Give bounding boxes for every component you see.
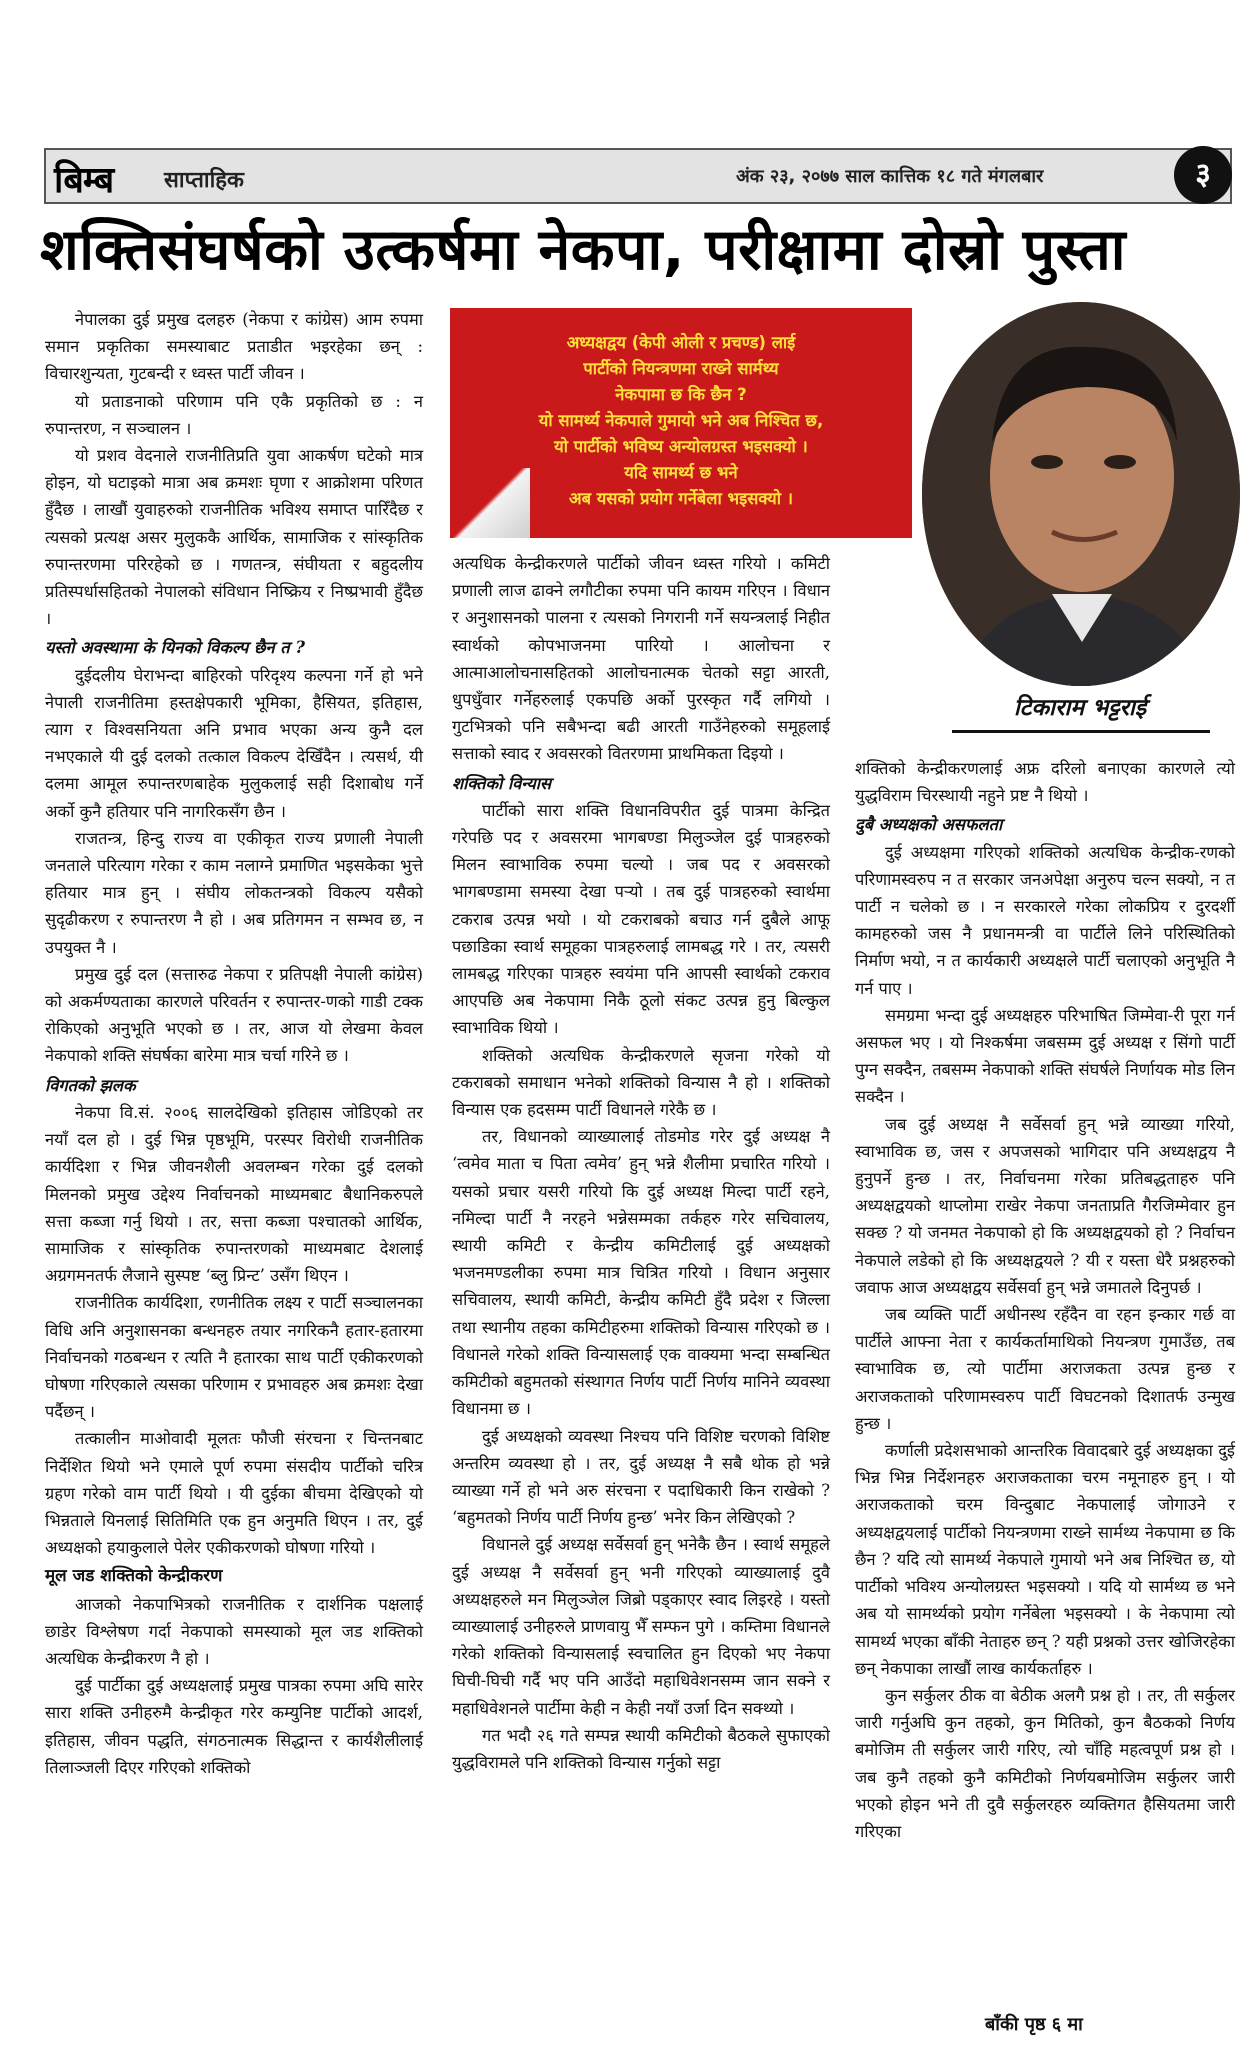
- paragraph: नेपालका दुई प्रमुख दलहरु (नेकपा र कांग्रेस) आम रुपमा समान प्रकृतिका समस्याबाट प्रताडीत भइरहेका छन् : विचारशुन्यता, गुटबन्दी र ध्वस्त पार्टी जीवन ।: [45, 310, 423, 384]
- paragraph: दुई अध्यक्षमा गरिएको शक्तिको अत्यधिक केन्द्रीक-रणको परिणामस्वरुप न त सरकार जनअपेक्षा अनुरुप चल्न सक्यो, न त पार्टी न चलेको छ । न सरकारले गरेका लोकप्रिय र दुरदर्शी कामहरुको जस नै प्रधानमन्त्री वा पार्टीले लिने परिस्थितिको निर्माण भयो, न त कार्यकारी अध्यक्षले पार्टी चलाएको अनुभूति नै गर्न पाए ।: [855, 842, 1235, 998]
- quote-line: नेकपामा छ कि छैन ?: [615, 385, 747, 404]
- subheading: दुबै अध्यक्षको असफलता: [855, 815, 1003, 835]
- paragraph: पार्टीको सारा शक्ति विधानविपरीत दुई पात्रमा केन्द्रित गरेपछि पद र अवसरमा भागबण्डा मिलुञ्जेल दुई पात्रहरुको मिलन स्वाभाविक रुपमा चल्यो । जब पद र अवसरको भागबण्डामा समस्या देखा पर्‍यो । तब दुई पात्रहरुको स्वार्थमा टकराब उत्पन्न भयो । यो टकराबको बचाउ गर्न दुबैले आफू पछाडिका स्वार्थ समूहका पात्रहरुलाई लामबद्ध गरे । तर, त्यसरी लामबद्ध गरिएका पात्रहरु स्वयंमा पनि आपसी स्वार्थको टकराव आएपछि अब नेकपामा निकै ठूलो संकट उत्पन्न हुनु बिल्कुल स्वाभाविक थियो ।: [452, 800, 830, 1038]
- paragraph: यो प्रशव वेदनाले राजनीतिप्रति युवा आकर्षण घटेको मात्र होइन, यो घटाइको मात्रा अब क्रमशः घृणा र आक्रोशमा परिणत हुँदैछ । लाखौं युवाहरुको राजनीतिक भविश्य समाप्त पारिँदैछ र त्यसको प्रत्यक्ष असर मुलुककै आर्थिक, सामाजिक र सांस्कृतिक रुपान्तरणमा परिरहेको छ । गणतन्त्र, संघीयता र बहुदलीय प्रतिस्पर्धासहितको नेपालको संविधान निष्क्रिय र निष्प्रभावी हुँदैछ ।: [45, 446, 423, 629]
- paragraph: दुई पार्टीका दुई अध्यक्षलाई प्रमुख पात्रका रुपमा अघि सारेर सारा शक्ति उनीहरुमै केन्द्रीकृत गरेर कम्युनिष्ट पार्टीको आदर्श, इतिहास, जीवन पद्धति, संगठनात्मक सिद्धान्त र कार्यशैलीलाई तिलाञ्जली दिएर गरिएको शक्तिको: [45, 1676, 423, 1777]
- masthead: [44, 148, 1232, 204]
- paragraph: शक्तिको केन्द्रीकरणलाई अफ्र दरिलो बनाएका कारणले त्यो युद्धविराम चिरस्थायी नहुने प्रष्ट नै थियो ।: [855, 759, 1235, 806]
- paragraph: तर, विधानको व्याख्यालाई तोडमोड गरेर दुई अध्यक्ष नै ‘त्वमेव माता च पिता त्वमेव’ हुन् भन्ने शैलीमा प्रचारित गरियो । यसको प्रचार यसरी गरियो कि दुई अध्यक्ष मिल्दा पार्टी रहने, नमिल्दा पार्टी नै नरहने भन्नेसम्मका तर्कहरु गरेर सचिवालय, स्थायी कमिटी र केन्द्रीय कमिटीलाई दुई अध्यक्षको भजनमण्डलीका रुपमा मात्र चित्रित गरियो । विधान अनुसार सचिवालय, स्थायी कमिटी, केन्द्रीय कमिटी हुँदै प्रदेश र जिल्ला तथा स्थानीय तहका कमिटीहरुमा शक्तिको विन्यास गरिएको छ । विधानले गरेको शक्ति विन्यासलाई एक वाक्यमा भन्दा सम्बन्धित कमिटीको बहुमतको संस्थागत निर्णय पार्टी निर्णय मानिने व्यवस्था विधानमा छ ।: [452, 1127, 830, 1419]
- quote-line: अब यसको प्रयोग गर्नेबेला भइसक्यो ।: [568, 489, 794, 508]
- paragraph: अत्यधिक केन्द्रीकरणले पार्टीको जीवन ध्वस्त गरियो । कमिटी प्रणाली लाज ढाक्ने लगौटीका रुपमा पनि कायम गरिएन । विधान र अनुशासनको पालना र त्यसको निगरानी गर्ने सयन्त्रलाई निहीत स्वार्थको कोपभाजनमा पारियो । आलोचना र आत्माआलोचनासहितको आलोचनात्मक चेतको सट्टा आरती, धुपधुँवार गर्नेहरुलाई एकपछि अर्को पुरस्कृत गर्दै लगियो । गुटभित्रको पनि सबैभन्दा बढी आरती गाउँनेहरुको समूहलाई सत्ताको स्वाद र अवसरको वितरणमा प्राथमिकता दिइयो ।: [452, 554, 830, 764]
- article-column-1: [45, 306, 423, 1781]
- subheading: मूल जड शक्तिको केन्द्रीकरण: [45, 1566, 223, 1587]
- paragraph: जब दुई अध्यक्ष नै सर्वेसर्वा हुन् भन्ने व्याख्या गरियो, स्वाभाविक छ, जस र अपजसको भागिदार पनि अध्यक्षद्वय नै हुनुपर्ने हुन्छ । तर, निर्वाचनमा गरेका प्रतिबद्धताहरु पनि अध्यक्षद्वयको थाप्लोमा राखेर नेकपा जनताप्रति गैरजिम्मेवार हुन सक्छ ? यो जनमत नेकपाको हो कि अध्यक्षद्वयको हो ? निर्वाचन नेकपाले लडेको हो कि अध्यक्षद्वयले ? यी र यस्ता धेरै प्रश्नहरुको जवाफ आज अध्यक्षद्वय सर्वेसर्वा हुन् भन्ने जमातले दिनुपर्छ ।: [855, 1114, 1235, 1297]
- quote-line: यदि सामर्थ्य छ भने: [624, 463, 738, 482]
- paragraph: जब व्यक्ति पार्टी अधीनस्थ रहँदैन वा रहन इन्कार गर्छ वा पार्टीले आफ्ना नेता र कार्यकर्तामाथिको नियन्त्रण गुमाउँछ, तब स्वाभाविक छ, त्यो पार्टीमा अराजकता उत्पन्न हुन्छ र अराजकताको परिणामस्वरुप पार्टी विघटनको दिशातर्फ उन्मुख हुन्छ ।: [855, 1305, 1235, 1433]
- article-column-2: [452, 550, 830, 1776]
- quote-line: यो पार्टीको भविष्य अन्योलग्रस्त भइसक्यो ।: [554, 437, 808, 456]
- article-column-3: [855, 755, 1235, 1845]
- caption-underline: [952, 730, 1210, 733]
- paragraph: तत्कालीन माओवादी मूलतः फौजी संरचना र चिन्तनबाट निर्देशित थियो भने एमाले पूर्ण रुपमा संसदीय पार्टीको चरित्र ग्रहण गरेको वाम पार्टी थियो । यी दुईका बीचमा देखिएको यो भिन्नताले यिनलाई सितिमिति एक हुन अनुमति थिएन । तर, दुई अध्यक्षको हयाकुलाले पेलेर एकीकरणको घोषणा गरियो ।: [45, 1429, 423, 1558]
- page-number-badge: ३: [1174, 146, 1232, 204]
- issue-date: अंक २३, २०७७ साल कात्तिक १८ गते मंगलबार: [736, 166, 1044, 187]
- paragraph: यो प्रताडनाको परिणाम पनि एकै प्रकृतिको छ : न रुपान्तरण, न सञ्चालन ।: [45, 391, 423, 438]
- paragraph: दुई अध्यक्षको व्यवस्था निश्चय पनि विशिष्ट चरणको विशिष्ट अन्तरिम व्यवस्था हो । तर, दुई अध्यक्ष नै सबै थोक हो भन्ने व्याख्या गर्ने हो भने अरु संरचना र पदाधिकारी किन राखेको ? ‘बहुमतको निर्णय पार्टी निर्णय हुन्छ’ भनेर किन लेखिएको ?: [452, 1426, 830, 1528]
- paragraph: आजको नेकपाभित्रको राजनीतिक र दार्शनिक पक्षलाई छाडेर विश्लेषण गर्दा नेकपाको समस्याको मूल जड शक्तिको अत्यधिक केन्द्रीकरण नै हो ।: [45, 1594, 423, 1668]
- page-curl-decoration: [450, 468, 530, 538]
- paragraph: विधानले दुई अध्यक्ष सर्वेसर्वा हुन् भनेकै छैन । स्वार्थ समूहले दुई अध्यक्ष नै सर्वेसर्वा हुन् भनी गरिएको व्याख्यालाई दुवै अध्यक्षहरुले मन मिलुञ्जेल जिब्रो पड्काएर स्वाद लिइरहे । यस्तो व्याख्यालाई उनीहरुले प्राणवायु भैँ सम्फन पुगे । कम्तिमा विधानले गरेको शक्तिको विन्यासलाई स्वचालित हुन दिएको भए नेकपा घिची-घिची गर्दै भए पनि आउँदो महाधिवेशनसम्म जान सक्ने र महाधिवेशनले पार्टीमा केही न केही नयाँ उर्जा दिन सक्थ्यो ।: [452, 1535, 830, 1718]
- subheading: विगतको झलक: [45, 1075, 136, 1095]
- quote-line: यो सामर्थ्य नेकपाले गुमायो भने अब निश्चित छ,: [538, 411, 824, 430]
- paragraph: समग्रमा भन्दा दुई अध्यक्षहरु परिभाषित जिम्मेवा-री पूरा गर्न असफल भए । यो निश्कर्षमा जबसम्म दुई अध्यक्ष र सिंगो पार्टी पुग्न सक्दैन, तबसम्म नेकपाको शक्ति संघर्षले निर्णायक मोड लिन सक्दैन ।: [855, 1005, 1235, 1107]
- quote-line: अध्यक्षद्वय (केपी ओली र प्रचण्ड) लाई: [566, 333, 796, 352]
- quote-line: पार्टीको नियन्त्रणमा राख्ने सार्मथ्य: [583, 359, 779, 378]
- pull-quote-box: [450, 308, 912, 538]
- subheading: शक्तिको विन्यास: [452, 773, 552, 793]
- portrait-icon: [922, 302, 1240, 686]
- paragraph: नेकपा वि.सं. २००६ सालदेखिको इतिहास जोडिएको तर नयाँ दल हो । दुई भिन्न पृष्ठभूमि, परस्पर विरोधी राजनीतिक कार्यदिशा र भिन्न जीवनशैली अवलम्बन गरेका दुई दलको मिलनको प्रमुख उद्देश्य निर्वाचनको माध्यमबाट बैधानिकरुपले सत्ता कब्जा गर्नु थियो । तर, सत्ता कब्जा पश्चातको आर्थिक, सामाजिक र सांस्कृतिक रुपान्तरणको माध्यमबाट देशलाई अग्रगमनतर्फ लैजाने सुस्पष्ट ‘ब्लु प्रिन्ट’ उसँग थिएन ।: [45, 1102, 423, 1286]
- paragraph: शक्तिको अत्यधिक केन्द्रीकरणले सृजना गरेको यो टकराबको समाधान भनेको शक्तिको विन्यास नै हो । शक्तिको विन्यास एक हदसम्म पार्टी विधानले गरेकै छ ।: [452, 1045, 830, 1120]
- photo-caption: टिकाराम भट्टराई: [1013, 694, 1147, 721]
- paragraph: दुईदलीय घेराभन्दा बाहिरको परिदृश्य कल्पना गर्ने हो भने नेपाली राजनीतिमा हस्तक्षेपकारी भूमिका, हैसियत, इतिहास, त्याग र विश्वसनियता अनि प्रभाव भएका अन्य कुनै दल नभएकाले यी दुई दलको तत्काल विकल्प देखिँदैन । त्यसर्थ, यी दलमा आमूल रुपान्तरणबाहेक मुलुकलाई सही दिशाबोध गर्ने अर्को कुनै हतियार पनि नागरिकसँग छैन ।: [45, 665, 423, 821]
- brand-subtitle: साप्ताहिक: [164, 168, 244, 193]
- paragraph: प्रमुख दुई दल (सत्तारुढ नेकपा र प्रतिपक्षी नेपाली कांग्रेस) को अकर्मण्यताका कारणले परिवर्तन र रुपान्तर-णको गाडी टक्क रोकिएको अनुभूति भएको छ । तर, आज यो लेखमा केवल नेकपाको शक्ति संघर्षका बारेमा मात्र चर्चा गरिने छ ।: [45, 964, 423, 1066]
- headline: शक्तिसंघर्षको उत्कर्षमा नेकपा, परीक्षामा दोस्रो पुस्ता: [40, 217, 1127, 283]
- paragraph: कर्णाली प्रदेशसभाको आन्तरिक विवादबारे दुई अध्यक्षका दुई भिन्न भिन्न निर्देशनहरु अराजकताका चरम नमूनाहरु हुन् । यो अराजकताको चरम विन्दुबाट नेकपालाई जोगाउने र अध्यक्षद्वयलाई पार्टीको नियन्त्रणमा राख्ने सार्मथ्य नेकपामा छ कि छैन ? यदि त्यो सामर्थ्य नेकपाले गुमायो भने अब निश्चित छ, यो पार्टीको भविश्य अन्योलग्रस्त भइसक्यो । यदि यो सार्मथ्य छ भने अब यो सामर्थ्यको प्रयोग गर्नेबेला भइसक्यो । के नेकपामा त्यो सामर्थ्य भएका बाँकी नेताहरु छन् ? यही प्रश्नको उत्तर खोजिरहेका छन् नेकपाका लाखौं लाख कार्यकर्ताहरु ।: [855, 1441, 1235, 1678]
- paragraph: राजतन्त्र, हिन्दु राज्य वा एकीकृत राज्य प्रणाली नेपाली जनताले परित्याग गरेका र काम नलाग्ने प्रमाणित भइसकेका भुत्ते हतियार मात्र हुन् । संघीय लोकतन्त्रको विकल्प यसैको सुदृढीकरण र रुपान्तरण नै हो । अब प्रतिगमन न सम्भव छ, न उपयुक्त नै ।: [45, 828, 423, 957]
- subheading: यस्तो अवस्थामा के यिनको विकल्प छैन त ?: [45, 638, 305, 658]
- brand-logo: बिम्ब: [54, 160, 114, 201]
- paragraph: गत भदौ २६ गते सम्पन्न स्थायी कमिटीको बैठकले सुफाएको युद्धविरामले पनि शक्तिको विन्यास गर्नुको सट्टा: [452, 1725, 830, 1772]
- continued-on-page[interactable]: बाँकी पृष्ठ ६ मा: [985, 2014, 1083, 2035]
- paragraph: कुन सर्कुलर ठीक वा बेठीक अलगै प्रश्न हो । तर, ती सर्कुलर जारी गर्नुअघि कुन तहको, कुन मितिको, कुन बैठकको निर्णय बमोजिम ती सर्कुलर जारी गरिए, त्यो चाँहि महत्वपूर्ण प्रश्न हो । जब कुनै तहको कुनै कमिटीको निर्णयबमोजिम सर्कुलर जारी भएको होइन भने ती दुवै सर्कुलरहरु व्यक्तिगत हैसियतमा जारी गरिएका: [855, 1685, 1235, 1841]
- portrait-photo: [922, 302, 1240, 686]
- paragraph: राजनीतिक कार्यदिशा, रणनीतिक लक्ष्य र पार्टी सञ्चालनका विधि अनि अनुशासनका बन्धनहरु तयार नगरिकनै हतार-हतारमा निर्वाचनको गठबन्धन र त्यति नै हतारका साथ पार्टी एकीकरणको घोषणा गरिएकाले त्यसका परिणाम र प्रभावहरु अब क्रमशः देखा पर्दैछन् ।: [45, 1293, 423, 1422]
